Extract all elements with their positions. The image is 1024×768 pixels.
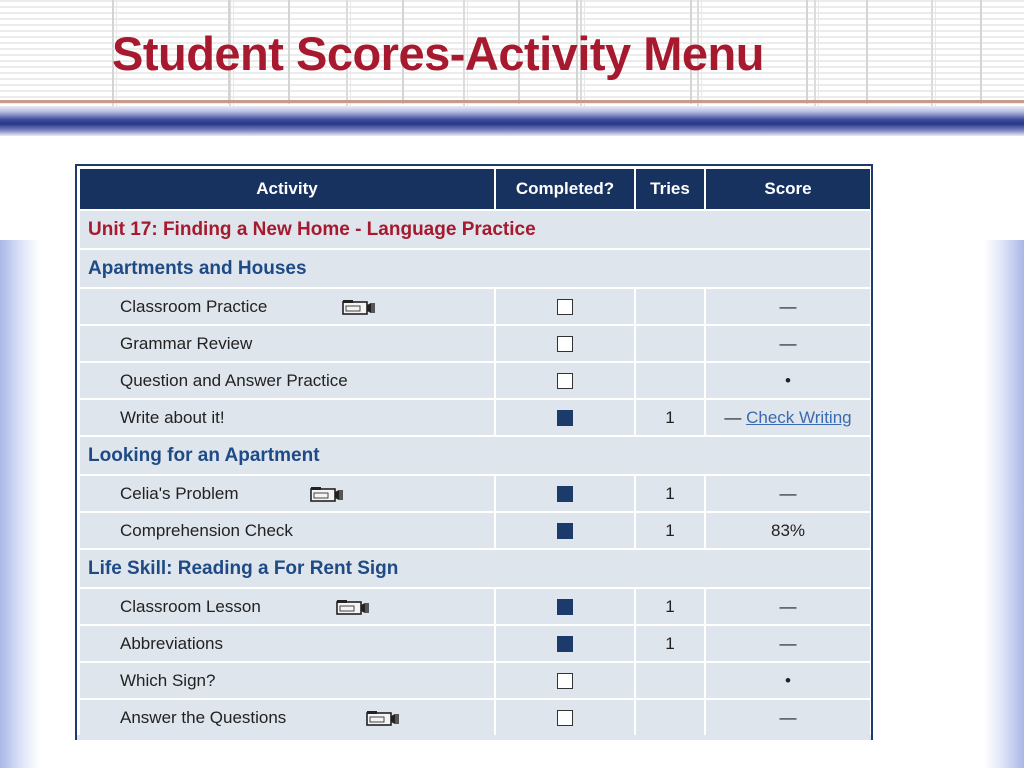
score-cell: [706, 363, 870, 398]
score-value: —: [779, 596, 797, 616]
activity-cell: [80, 326, 494, 361]
activity-cell: [80, 589, 494, 624]
score-value: —: [724, 407, 747, 427]
completed-cell: [496, 589, 634, 624]
completed-cell: [496, 363, 634, 398]
score-cell: [706, 289, 870, 324]
score-value: —: [779, 483, 797, 503]
completed-checkbox-checked: [557, 410, 573, 426]
tries-cell: 1: [636, 476, 704, 511]
table-row: [80, 363, 870, 398]
table-header-row: [80, 169, 870, 209]
activity-cell: [80, 363, 494, 398]
score-value: —: [779, 633, 797, 653]
activity-link[interactable]: Grammar Review: [120, 333, 253, 353]
section-row: [80, 550, 870, 587]
section-row: [80, 250, 870, 287]
table-row: [80, 326, 870, 361]
header-gridline: [806, 0, 808, 104]
tries-cell: 1: [636, 513, 704, 548]
page-title: Student Scores-Activity Menu: [112, 27, 764, 80]
header-divider: [0, 100, 1024, 103]
score-value: —: [779, 296, 797, 316]
section-title: Life Skill: Reading a For Rent Sign: [80, 550, 870, 587]
score-cell: [706, 400, 870, 435]
header-gridline: [866, 0, 868, 104]
tries-cell: [636, 700, 704, 735]
activity-link[interactable]: Which Sign?: [120, 670, 216, 690]
activity-link[interactable]: Classroom Lesson: [120, 596, 261, 616]
left-side-gradient: [0, 240, 40, 768]
activity-link[interactable]: Write about it!: [120, 407, 225, 427]
activity-link[interactable]: Celia's Problem: [120, 483, 239, 503]
tries-cell: [636, 663, 704, 698]
table-row: [80, 400, 870, 435]
completed-cell: [496, 326, 634, 361]
completed-cell: [496, 289, 634, 324]
completed-cell: [496, 476, 634, 511]
unit-row: [80, 211, 870, 248]
score-value: —: [779, 707, 797, 727]
video-camera-icon[interactable]: [342, 299, 376, 315]
activity-cell: [80, 289, 494, 324]
completed-checkbox-checked: [557, 486, 573, 502]
score-cell: [706, 663, 870, 698]
activity-cell: [80, 513, 494, 548]
table-row: [80, 589, 870, 624]
column-header-activity[interactable]: Activity: [80, 169, 494, 209]
completed-checkbox-checked: [557, 636, 573, 652]
video-camera-icon[interactable]: [336, 599, 370, 615]
completed-checkbox-empty: [557, 710, 573, 726]
section-row: [80, 437, 870, 474]
table-bottom-strip: [77, 735, 871, 740]
completed-checkbox-checked: [557, 523, 573, 539]
completed-checkbox-empty: [557, 373, 573, 389]
activity-cell: [80, 476, 494, 511]
tries-cell: 1: [636, 626, 704, 661]
tries-cell: 1: [636, 400, 704, 435]
score-value: 83%: [770, 520, 806, 540]
completed-checkbox-empty: [557, 673, 573, 689]
score-cell: [706, 326, 870, 361]
activity-link[interactable]: Question and Answer Practice: [120, 370, 348, 390]
completed-cell: [496, 700, 634, 735]
completed-checkbox-empty: [557, 336, 573, 352]
score-cell: [706, 626, 870, 661]
activity-cell: [80, 700, 494, 735]
scores-table-window: [75, 164, 873, 740]
activity-link[interactable]: Classroom Practice: [120, 296, 268, 316]
tries-cell: [636, 289, 704, 324]
table-row: [80, 289, 870, 324]
completed-cell: [496, 400, 634, 435]
scores-table: [78, 167, 872, 737]
table-row: [80, 626, 870, 661]
completed-cell: [496, 663, 634, 698]
table-row: [80, 663, 870, 698]
activity-link[interactable]: Comprehension Check: [120, 520, 293, 540]
completed-cell: [496, 626, 634, 661]
activity-cell: [80, 663, 494, 698]
score-cell: [706, 513, 870, 548]
right-side-gradient: [984, 240, 1024, 768]
video-camera-icon[interactable]: [310, 486, 344, 502]
tries-cell: [636, 363, 704, 398]
activity-cell: [80, 400, 494, 435]
score-cell: [706, 589, 870, 624]
section-title: Apartments and Houses: [80, 250, 870, 287]
table-row: [80, 513, 870, 548]
completed-checkbox-empty: [557, 299, 573, 315]
score-cell: [706, 700, 870, 735]
score-cell: [706, 476, 870, 511]
column-header-score[interactable]: Score: [706, 169, 870, 209]
check-writing-link[interactable]: Check Writing: [746, 407, 852, 427]
table-row: [80, 700, 870, 735]
column-header-tries[interactable]: Tries: [636, 169, 704, 209]
tries-cell: [636, 326, 704, 361]
unit-title: Unit 17: Finding a New Home - Language Practice: [80, 211, 870, 248]
tries-cell: 1: [636, 589, 704, 624]
header-gridline: [980, 0, 982, 104]
completed-checkbox-checked: [557, 599, 573, 615]
activity-link[interactable]: Abbreviations: [120, 633, 224, 653]
section-title: Looking for an Apartment: [80, 437, 870, 474]
completed-cell: [496, 513, 634, 548]
score-value: •: [785, 670, 791, 690]
column-header-completed[interactable]: Completed?: [496, 169, 634, 209]
activity-link[interactable]: Answer the Questions: [120, 707, 287, 727]
score-value: —: [779, 333, 797, 353]
header-blue-band: [0, 106, 1024, 136]
score-value: •: [785, 370, 791, 390]
video-camera-icon[interactable]: [366, 710, 400, 726]
activity-cell: [80, 626, 494, 661]
table-row: [80, 476, 870, 511]
